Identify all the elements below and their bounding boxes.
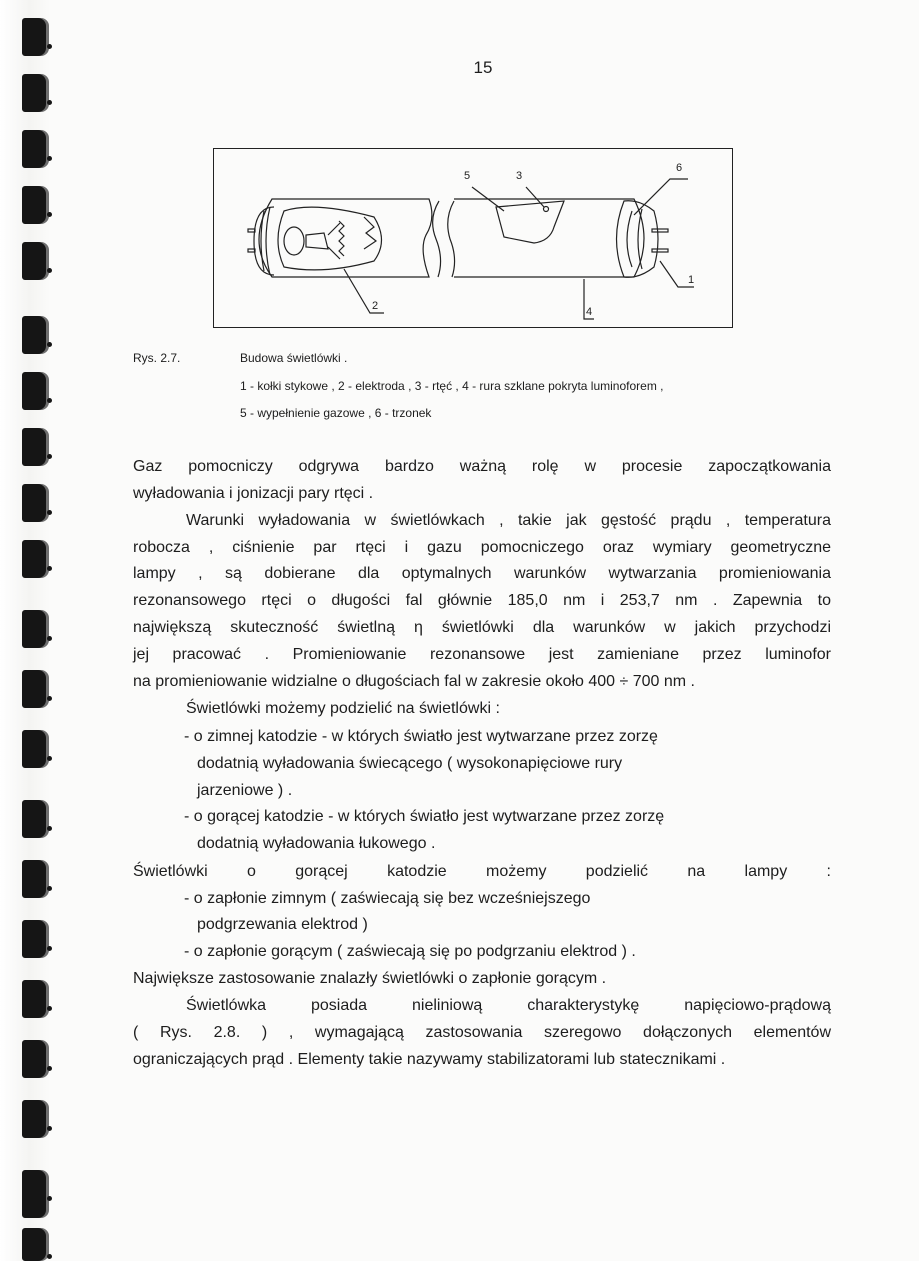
paragraph-line: Świetlówki o gorącej katodzie możemy podzielić na lampy : [133,863,831,880]
list-item: - o gorącej katodzie - w których światło jest wytwarzane przez zorzę [184,808,665,825]
label-5: 5 [464,170,471,182]
phosphor-edge [364,217,376,249]
paragraph-line: jej pracować . Promieniowanie rezonansowe jest zamieniane przez luminofor [133,646,831,663]
paragraph-line: wyładowania i jonizacji pary rtęci . [133,485,374,502]
label-1: 1 [688,274,695,286]
caption-line: 1 - kołki stykowe , 2 - elektroda , 3 - rtęć , 4 - rura szklane pokryta luminoforem , [240,379,664,393]
binding-hole [22,610,46,648]
binding-hole [22,74,46,112]
list-item: - o zapłonie zimnym ( zaświecają się bez wcześniejszego [184,890,591,907]
paragraph-line: na promieniowanie widzialne o długościach fal w zakresie około 400 ÷ 700 nm . [133,673,695,690]
binding-hole [22,980,46,1018]
left-base [261,207,270,275]
binding-hole [22,242,46,280]
binding-hole [22,316,46,354]
paragraph-line: Gaz pomocniczy odgrywa bardzo ważną rolę w procesie zapoczątkowania [133,458,831,475]
binding-hole [22,130,46,168]
right-base [627,209,642,269]
list-item-continuation: podgrzewania elektrod ) [197,916,368,933]
label-4: 4 [586,306,593,318]
binding-hole [22,372,46,410]
label-3: 3 [516,170,523,182]
electrode-stem [284,227,304,255]
electrode-coil [306,233,328,249]
left-cap-outline [254,207,274,275]
paragraph-line: lampy , są dobierane dla optymalnych warunków wytwarzania promieniowania [133,565,831,582]
tube-right-section [454,199,644,277]
binding-hole [22,186,46,224]
binding-hole [22,920,46,958]
list-item-continuation: dodatnią wyładowania świecącego ( wysokonapięciowe rury [197,755,623,772]
paragraph-line: robocza , ciśnienie par rtęci i gazu pomocniczego oraz wymiary geometryczne [133,539,831,556]
label-6: 6 [676,162,683,174]
binding-hole [22,860,46,898]
binding-hole [22,18,46,56]
list-item-continuation: dodatnią wyładowania łukowego . [197,835,436,852]
list-item-continuation: jarzeniowe ) . [197,782,293,799]
label-2: 2 [372,300,379,312]
caption-ref: Rys. 2.7. [133,351,181,365]
caption-line: 5 - wypełnienie gazowe , 6 - trzonek [240,406,432,420]
binding-hole [22,800,46,838]
paragraph-line: Świetlówki możemy podzielić na świetlówki : [186,700,500,717]
right-pin [652,229,668,232]
binding-strip [0,0,50,1261]
list-item: - o zimnej katodzie - w których światło jest wytwarzane przez zorzę [184,728,658,745]
figure-fluorescent-lamp [213,148,733,328]
electrode-bulb [278,207,382,270]
left-pin [248,229,255,232]
paragraph-line: ( Rys. 2.8. ) , wymagającą zastosowania szeregowo dołączonych elementów [133,1024,831,1041]
caption-title: Budowa świetlówki . [240,351,348,365]
lamp-diagram [214,149,734,329]
tube-break-mark [448,201,455,277]
list-item: - o zapłonie gorącym ( zaświecają się po podgrzaniu elektrod ) . [184,943,636,960]
binding-hole [22,1170,46,1218]
tube-break-mark [433,201,441,277]
binding-hole [22,1228,46,1261]
paragraph-line: Największe zastosowanie znalazły świetlówki o zapłonie gorącym . [133,970,607,987]
electrode-filament [339,221,344,256]
binding-hole [22,670,46,708]
paragraph-line: największą skuteczność świetlną η świetlówki dla warunków w jakich przychodzi [133,619,831,636]
binding-hole [22,1040,46,1078]
paragraph-line: Warunki wyładowania w świetlówkach , takie jak gęstość prądu , temperatura [186,512,831,529]
page-number: 15 [473,58,493,77]
paragraph-line: ograniczających prąd . Elementy takie nazywamy stabilizatorami lub statecznikami . [133,1051,726,1068]
binding-hole [22,730,46,768]
right-pin [652,249,668,252]
mercury-droplet [544,207,549,212]
paragraph-line: rezonansowego rtęci o długości fal głównie 185,0 nm i 253,7 nm . Zapewnia to [133,592,831,609]
paragraph-line: Świetlówka posiada nieliniową charakterystykę napięciowo-prądową [186,997,831,1014]
binding-hole [22,484,46,522]
binding-hole [22,540,46,578]
binding-hole [22,1100,46,1138]
mercury-droplet-area [496,201,564,243]
binding-hole [22,428,46,466]
